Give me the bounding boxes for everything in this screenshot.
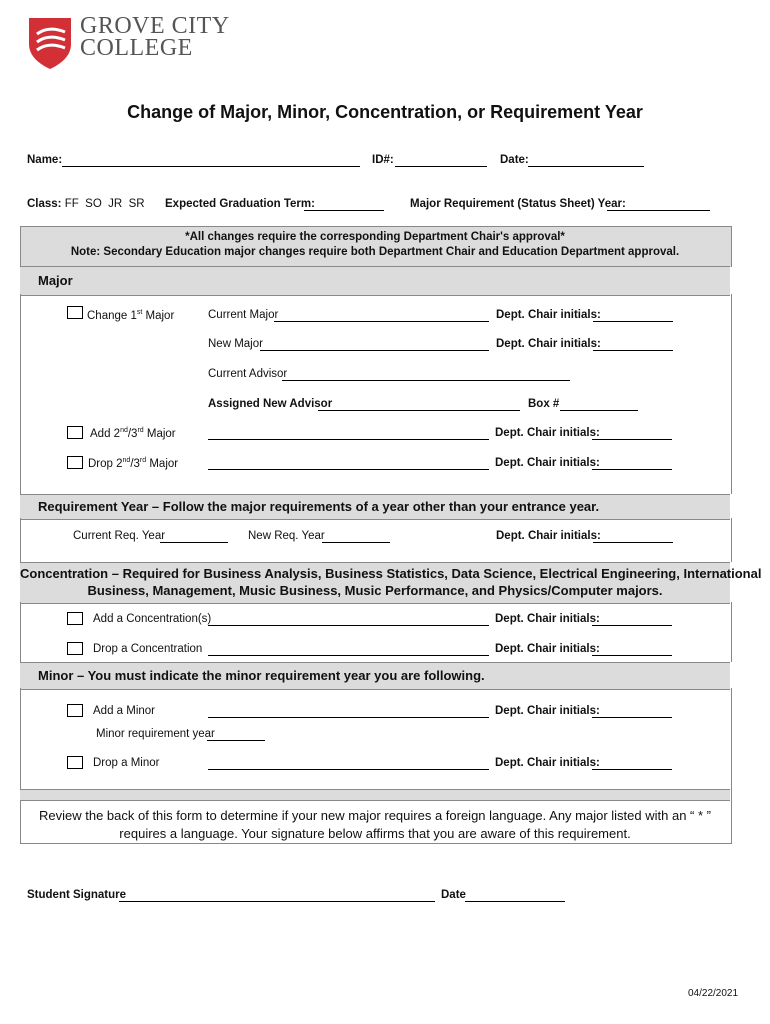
add-major-post: Major	[143, 427, 176, 440]
add-major-sup2: rd	[137, 427, 144, 434]
add-minor-field[interactable]	[208, 717, 489, 718]
id-label: ID#:	[372, 154, 394, 166]
dept-chair-initials-field[interactable]	[593, 350, 673, 351]
college-logo-shield-icon	[27, 16, 73, 70]
add-2nd-3rd-major-checkbox[interactable]	[67, 426, 83, 439]
drop-major-mid: /3	[130, 457, 140, 470]
add-major-mid: /3	[127, 427, 138, 440]
dept-chair-initials-label: Dept. Chair initials:	[495, 643, 600, 655]
drop-minor-field[interactable]	[208, 769, 489, 770]
dept-chair-initials-field[interactable]	[593, 321, 673, 322]
current-advisor-label: Current Advisor	[208, 368, 288, 380]
drop-concentration-field[interactable]	[208, 655, 489, 656]
add-major-sup1: nd	[120, 427, 128, 434]
student-signature-label: Student Signature	[27, 889, 127, 901]
assigned-advisor-label: Assigned New Advisor	[208, 398, 333, 410]
grad-term-field[interactable]	[304, 210, 384, 211]
current-major-label: Current Major	[208, 309, 279, 321]
name-label: Name:	[27, 154, 63, 166]
assigned-advisor-field[interactable]	[318, 410, 520, 411]
major-req-year-label: Major Requirement (Status Sheet) Year:	[410, 198, 626, 210]
dept-chair-initials-label: Dept. Chair initials:	[496, 338, 601, 350]
dept-chair-initials-field[interactable]	[593, 542, 673, 543]
drop-2nd-3rd-major-checkbox[interactable]	[67, 456, 83, 469]
minor-req-year-label: Minor requirement year	[96, 728, 215, 740]
dept-chair-initials-label: Dept. Chair initials:	[495, 705, 600, 717]
change-1st-sup: st	[136, 309, 143, 316]
req-year-header: Requirement Year – Follow the major requirements of a year other than your entrance year.	[38, 499, 600, 514]
date-field[interactable]	[528, 166, 644, 167]
current-major-field[interactable]	[274, 321, 489, 322]
new-major-field[interactable]	[260, 350, 489, 351]
name-field[interactable]	[62, 166, 360, 167]
drop-minor-label: Drop a Minor	[93, 757, 160, 769]
add-concentration-field[interactable]	[208, 625, 489, 626]
grad-term-label: Expected Graduation Term:	[165, 198, 315, 210]
class-options[interactable]: FF SO JR SR	[64, 198, 145, 210]
dept-chair-initials-label: Dept. Chair initials:	[495, 427, 600, 439]
add-concentration-checkbox[interactable]	[67, 612, 83, 625]
class-label: Class:	[27, 198, 62, 210]
review-line1: Review the back of this form to determine if your new major requires a foreign language. Any major listed with an “ * ”	[39, 808, 711, 823]
change-1st-major-checkbox[interactable]	[67, 306, 83, 319]
drop-2nd-3rd-major-label	[88, 457, 178, 470]
current-advisor-field[interactable]	[282, 380, 570, 381]
major-header-band	[20, 266, 730, 296]
concentration-header-line2: Business, Management, Music Business, Music Performance, and Physics/Computer majors.	[87, 583, 663, 598]
drop-concentration-checkbox[interactable]	[67, 642, 83, 655]
student-signature-field[interactable]	[119, 901, 435, 902]
date-label: Date:	[500, 154, 529, 166]
dept-chair-initials-field[interactable]	[592, 469, 672, 470]
add-2nd-3rd-major-label	[90, 427, 176, 440]
form-title: Change of Major, Minor, Concentration, or Requirement Year	[127, 102, 643, 122]
college-name-line1: GROVE CITY	[80, 13, 230, 39]
add-major-field[interactable]	[208, 439, 489, 440]
add-minor-checkbox[interactable]	[67, 704, 83, 717]
major-header: Major	[38, 273, 73, 288]
drop-major-field[interactable]	[208, 469, 489, 470]
dept-chair-initials-label: Dept. Chair initials:	[495, 457, 600, 469]
minor-req-year-field[interactable]	[207, 740, 265, 741]
current-req-year-field[interactable]	[160, 542, 228, 543]
add-concentration-label: Add a Concentration(s)	[93, 613, 212, 625]
college-name-line2: COLLEGE	[80, 35, 193, 61]
notice-line1: *All changes require the corresponding Department Chair's approval*	[185, 231, 565, 243]
box-number-field[interactable]	[560, 410, 638, 411]
drop-major-text: Drop 2	[88, 457, 123, 470]
form-revision-date: 04/22/2021	[688, 988, 739, 999]
signature-date-label: Date	[441, 889, 466, 901]
concentration-header-line1: Concentration – Required for Business Analysis, Business Statistics, Data Science, Electrical Engineering, International	[20, 566, 762, 581]
new-req-year-field[interactable]	[322, 542, 390, 543]
dept-chair-initials-label: Dept. Chair initials:	[496, 530, 601, 542]
minor-header: Minor – You must indicate the minor requirement year you are following.	[38, 668, 485, 683]
dept-chair-initials-field[interactable]	[592, 439, 672, 440]
dept-chair-initials-label: Dept. Chair initials:	[496, 309, 601, 321]
change-1st-text: Change 1	[87, 309, 137, 322]
change-1st-major-label	[87, 309, 174, 322]
dept-chair-initials-field[interactable]	[592, 717, 672, 718]
change-1st-post: Major	[142, 309, 175, 322]
signature-date-field[interactable]	[465, 901, 565, 902]
drop-concentration-label: Drop a Concentration	[93, 643, 203, 655]
current-req-year-label: Current Req. Year	[73, 530, 166, 542]
add-major-text: Add 2	[90, 427, 121, 440]
dept-chair-initials-label: Dept. Chair initials:	[495, 757, 600, 769]
drop-minor-checkbox[interactable]	[67, 756, 83, 769]
dept-chair-initials-field[interactable]	[592, 625, 672, 626]
notice-line2: Note: Secondary Education major changes require both Department Chair and Education Department approval.	[70, 246, 680, 258]
add-minor-label: Add a Minor	[93, 705, 156, 717]
class-label-group	[27, 198, 145, 210]
dept-chair-initials-field[interactable]	[592, 655, 672, 656]
dept-chair-initials-field[interactable]	[592, 769, 672, 770]
id-field[interactable]	[395, 166, 487, 167]
dept-chair-initials-label: Dept. Chair initials:	[495, 613, 600, 625]
box-number-label: Box #	[528, 398, 560, 410]
review-line2: requires a language. Your signature below affirms that you are aware of this requirement.	[119, 826, 631, 841]
drop-major-sup1: nd	[122, 457, 131, 464]
new-req-year-label: New Req. Year	[248, 530, 325, 542]
drop-major-post: Major	[146, 457, 179, 470]
drop-major-sup2: rd	[139, 457, 147, 464]
major-req-year-field[interactable]	[607, 210, 710, 211]
new-major-label: New Major	[208, 338, 263, 350]
